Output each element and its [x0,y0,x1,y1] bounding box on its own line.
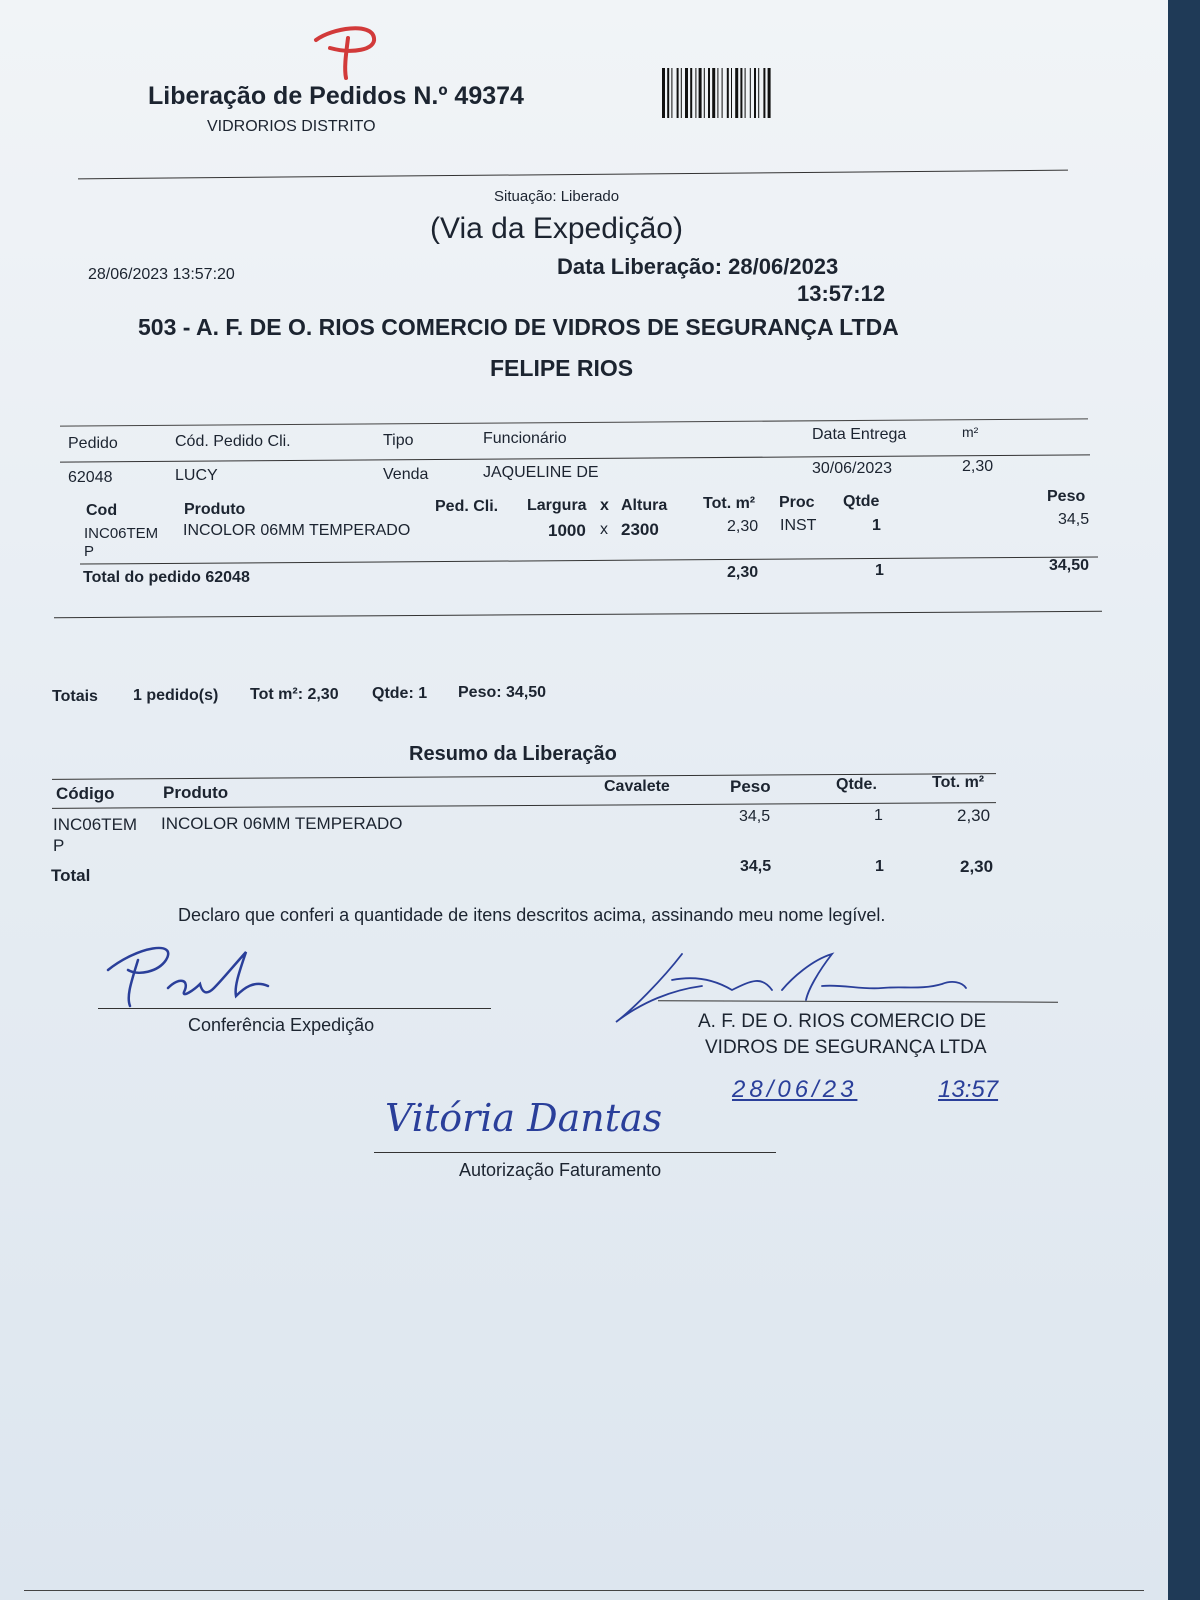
order-total-qtde: 1 [875,562,884,579]
resumo-total-qtde: 1 [875,858,884,875]
order-section-bottom-rule [54,611,1102,618]
handwritten-time: 13:57 [938,1076,999,1103]
totals-m2: Tot m²: 2,30 [250,686,339,703]
resumo-produto: INCOLOR 06MM TEMPERADO [161,814,403,833]
resumo-col-qtde: Qtde. [836,776,877,793]
col-qtde: Qtde [843,493,880,510]
resumo-header-rule [52,802,996,809]
handwritten-date: 28/06/23 [732,1076,858,1103]
col-cod-pedido-cli: Cód. Pedido Cli. [175,433,291,450]
conferencia-signature-line [98,1008,491,1009]
resumo-col-tot-m2: Tot. m² [932,774,985,791]
resumo-col-codigo: Código [56,784,115,803]
resumo-col-peso: Peso [730,777,771,796]
document-title: Liberação de Pedidos N.º 49374 [148,82,524,110]
order-header-rule [60,454,1090,462]
col-pedido: Pedido [68,435,118,452]
via-label: (Via da Expedição) [430,212,683,245]
client-contact: FELIPE RIOS [490,355,634,381]
items-total-rule [80,556,1098,564]
col-ped-cli: Ped. Cli. [435,498,499,515]
signature-conferencia [98,940,278,1010]
item-altura: 2300 [621,520,659,539]
handwritten-mark-p [312,24,382,84]
order-total-peso: 34,50 [1049,557,1090,574]
col-funcionario: Funcionário [483,430,567,447]
totals-label: Totais [52,688,98,705]
col-cod: Cod [86,502,118,519]
release-time: 13:57:12 [797,281,886,306]
order-table-top-rule [60,418,1088,426]
print-datetime: 28/06/2023 13:57:20 [88,266,235,283]
client-name: 503 - A. F. DE O. RIOS COMERCIO DE VIDROS DE SEGURANÇA LTDA [138,314,899,340]
col-data-entrega: Data Entrega [812,426,907,443]
item-tot-m2: 2,30 [727,518,759,535]
item-cod-line2: P [84,543,95,560]
header-divider [78,170,1068,180]
col-altura: Altura [621,497,668,514]
company-line-2: VIDROS DE SEGURANÇA LTDA [705,1037,987,1058]
autorizacao-signature-line [374,1152,776,1153]
totals-peso: Peso: 34,50 [458,684,547,701]
col-proc: Proc [779,494,815,511]
col-tot-m2: Tot. m² [703,495,756,512]
declaration-text: Declaro que conferi a quantidade de itens descritos acima, assinando meu nome legível. [178,905,886,925]
order-cod-cli: LUCY [175,467,218,484]
totals-pedidos: 1 pedido(s) [133,687,219,704]
status-text: Situação: Liberado [494,188,620,205]
totals-qtde: Qtde: 1 [372,685,428,702]
release-date: Data Liberação: 28/06/2023 [557,254,839,279]
barcode [662,68,840,120]
company-short-name: VIDRORIOS DISTRITO [207,118,376,135]
resumo-codigo-line1: INC06TEM [53,815,138,834]
resumo-qtde: 1 [874,807,883,824]
resumo-codigo-line2: P [53,836,65,855]
col-largura: Largura [527,497,587,514]
order-data-entrega: 30/06/2023 [812,460,893,477]
col-m2: m² [962,424,979,440]
item-x: x [600,521,608,538]
col-tipo: Tipo [383,432,414,449]
col-peso: Peso [1047,488,1086,505]
item-qtde: 1 [872,517,881,534]
item-peso: 34,5 [1058,511,1090,528]
order-total-label: Total do pedido 62048 [83,569,250,586]
page-bottom-rule [24,1590,1144,1591]
company-line-1: A. F. DE O. RIOS COMERCIO DE [698,1011,987,1032]
resumo-total-m2: 2,30 [960,857,994,876]
autorizacao-label: Autorização Faturamento [459,1160,662,1180]
item-produto: INCOLOR 06MM TEMPERADO [183,522,411,539]
item-cod-line1: INC06TEM [84,525,159,542]
conferencia-label: Conferência Expedição [188,1015,375,1035]
resumo-total-peso: 34,5 [740,858,772,875]
order-total-m2: 2,30 [727,564,759,581]
order-funcionario: JAQUELINE DE [483,464,599,481]
item-proc: INST [780,517,817,534]
resumo-peso: 34,5 [739,808,771,825]
col-produto: Produto [184,501,246,518]
resumo-title: Resumo da Liberação [409,743,617,765]
resumo-total-label: Total [51,866,91,885]
handwritten-name: Vitória Dantas [385,1096,663,1140]
col-x: x [600,497,609,514]
resumo-col-produto: Produto [163,783,229,802]
order-tipo: Venda [383,466,429,483]
item-largura: 1000 [548,521,586,540]
order-pedido: 62048 [68,469,113,486]
order-m2: 2,30 [962,458,994,475]
resumo-col-cavalete: Cavalete [604,778,670,795]
resumo-tot-m2: 2,30 [957,806,991,825]
